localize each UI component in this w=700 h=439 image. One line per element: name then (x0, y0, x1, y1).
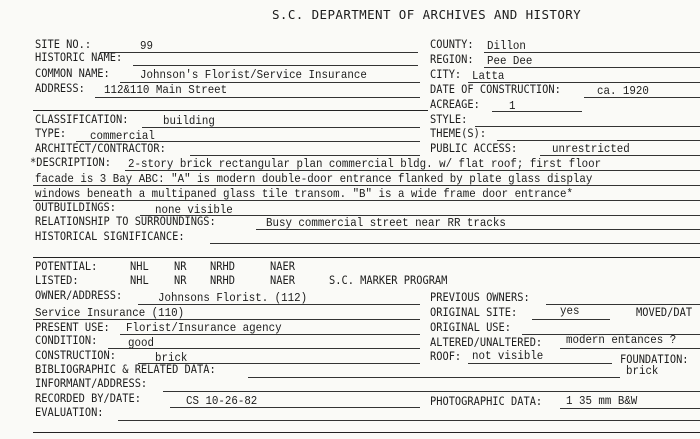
potential-nhl: NHL (130, 259, 149, 273)
style-line (475, 126, 700, 127)
present-use-value: Florist/Insurance agency (126, 321, 282, 335)
themes-line (497, 140, 700, 141)
site-no-line (100, 52, 418, 53)
acreage-line (492, 111, 582, 112)
altered-value: modern entances ? (566, 333, 677, 347)
potential-nr: NR (174, 259, 187, 273)
potential-nrhd: NRHD (210, 259, 235, 273)
description-rule-3 (33, 200, 700, 201)
description-rule-2 (33, 185, 700, 186)
acreage-label: ACREAGE: (430, 97, 480, 111)
section-divider-2 (33, 257, 700, 258)
present-use-line (120, 334, 420, 335)
construction-value: brick (155, 351, 188, 365)
evaluation-label: EVALUATION: (35, 405, 104, 419)
photographic-value: 1 35 mm B&W (566, 394, 638, 408)
original-site-label: ORIGINAL SITE: (430, 305, 518, 319)
outbuildings-label: OUTBUILDINGS: (35, 200, 117, 214)
themes-label: THEME(S): (430, 126, 487, 140)
site-no-label: SITE NO.: (35, 37, 92, 51)
bottom-rule (33, 432, 700, 433)
previous-owners-label: PREVIOUS OWNERS: (430, 290, 530, 304)
public-access-line (540, 155, 700, 156)
condition-value: good (128, 336, 154, 350)
listed-sc-marker: S.C. MARKER PROGRAM (329, 273, 448, 287)
historic-name-label: HISTORIC NAME: (35, 50, 123, 64)
county-value: Dillon (487, 39, 526, 53)
construction-label: CONSTRUCTION: (35, 348, 117, 362)
type-label: TYPE: (35, 126, 67, 140)
moved-date-label: MOVED/DAT (636, 305, 693, 319)
description-line-3: windows beneath a multipaned glass tile transom. "B" is a wide frame door entrance* (35, 187, 573, 201)
foundation-value: brick (626, 364, 659, 378)
common-name-value: Johnson's Florist/Service Insurance (140, 68, 367, 82)
description-line-2: facade is 3 Bay ABC: "A" is modern double-door entrance flanked by plate glass display (35, 172, 593, 186)
recorded-by-value: CS 10-26-82 (186, 394, 258, 408)
description-line-1: 2-story brick rectangular plan commercial bldg. w/ flat roof; first floor (128, 157, 602, 171)
potential-label: POTENTIAL: (35, 259, 98, 273)
potential-naer: NAER (270, 259, 295, 273)
owner-address-value-2: Service Insurance (110) (35, 306, 185, 320)
date-of-construction-label: DATE OF CONSTRUCTION: (430, 82, 561, 96)
classification-value: building (163, 114, 215, 128)
listed-naer: NAER (270, 273, 295, 287)
public-access-value: unrestricted (552, 142, 630, 156)
roof-label: ROOF: (430, 349, 462, 363)
roof-line (468, 363, 612, 364)
date-of-construction-line (584, 97, 700, 98)
region-line (484, 67, 700, 68)
address-label: ADDRESS: (35, 81, 85, 95)
style-label: STYLE: (430, 112, 468, 126)
bibliographic-line (248, 377, 620, 378)
relationship-label: RELATIONSHIP TO SURROUNDINGS: (35, 214, 216, 228)
listed-nr: NR (174, 273, 187, 287)
informant-line (163, 391, 700, 392)
informant-label: INFORMANT/ADDRESS: (35, 376, 148, 390)
bibliographic-label: BIBLIOGRAPHIC & RELATED DATA: (35, 362, 216, 376)
city-value: Latta (472, 69, 505, 83)
type-value: commercial (90, 129, 155, 143)
classification-line (142, 127, 420, 128)
description-label: *DESCRIPTION: (30, 155, 112, 169)
photographic-label: PHOTOGRAPHIC DATA: (430, 394, 543, 408)
architect-line (190, 155, 420, 156)
page-title: S.C. DEPARTMENT OF ARCHIVES AND HISTORY (272, 7, 582, 22)
altered-label: ALTERED/UNALTERED: (430, 335, 543, 349)
county-line (484, 52, 700, 53)
original-site-value: yes (560, 304, 580, 318)
common-name-label: COMMON NAME: (35, 66, 110, 80)
section-divider-1 (33, 110, 428, 111)
relationship-line (256, 229, 700, 230)
foundation-label: FOUNDATION: (620, 352, 689, 366)
evaluation-line (118, 420, 700, 421)
altered-line (560, 348, 700, 349)
condition-line (108, 348, 420, 349)
present-use-label: PRESENT USE: (35, 320, 110, 334)
owner-address-label: OWNER/ADDRESS: (35, 288, 123, 302)
listed-nhl: NHL (130, 273, 149, 287)
public-access-label: PUBLIC ACCESS: (430, 141, 518, 155)
address-value: 112&110 Main Street (104, 83, 228, 97)
region-value: Pee Dee (487, 54, 533, 68)
relationship-value: Busy commercial street near RR tracks (266, 216, 506, 230)
classification-label: CLASSIFICATION: (35, 112, 129, 126)
date-of-construction-value: ca. 1920 (597, 84, 649, 98)
architect-label: ARCHITECT/CONTRACTOR: (35, 141, 166, 155)
condition-label: CONDITION: (35, 333, 98, 347)
original-use-label: ORIGINAL USE: (430, 320, 512, 334)
city-label: CITY: (430, 67, 462, 81)
photographic-line (560, 408, 700, 409)
acreage-value: 1 (509, 99, 516, 113)
historical-significance-label: HISTORICAL SIGNIFICANCE: (35, 229, 185, 243)
region-label: REGION: (430, 52, 474, 66)
county-label: COUNTY: (430, 37, 474, 51)
description-rule-1 (125, 170, 700, 171)
roof-value: not visible (472, 349, 544, 363)
site-no-value: 99 (140, 39, 153, 53)
listed-label: LISTED: (35, 273, 79, 287)
recorded-by-label: RECORDED BY/DATE: (35, 391, 141, 405)
address-line (95, 97, 420, 98)
outbuildings-value: none visible (155, 203, 233, 217)
historic-name-line (133, 65, 418, 66)
listed-nrhd: NRHD (210, 273, 235, 287)
owner-address-value-1: Johnsons Florist. (112) (158, 291, 308, 305)
owner-address-line-1 (138, 304, 420, 305)
recorded-by-line (170, 407, 420, 408)
historical-significance-line (210, 243, 700, 244)
original-site-line (532, 319, 610, 320)
